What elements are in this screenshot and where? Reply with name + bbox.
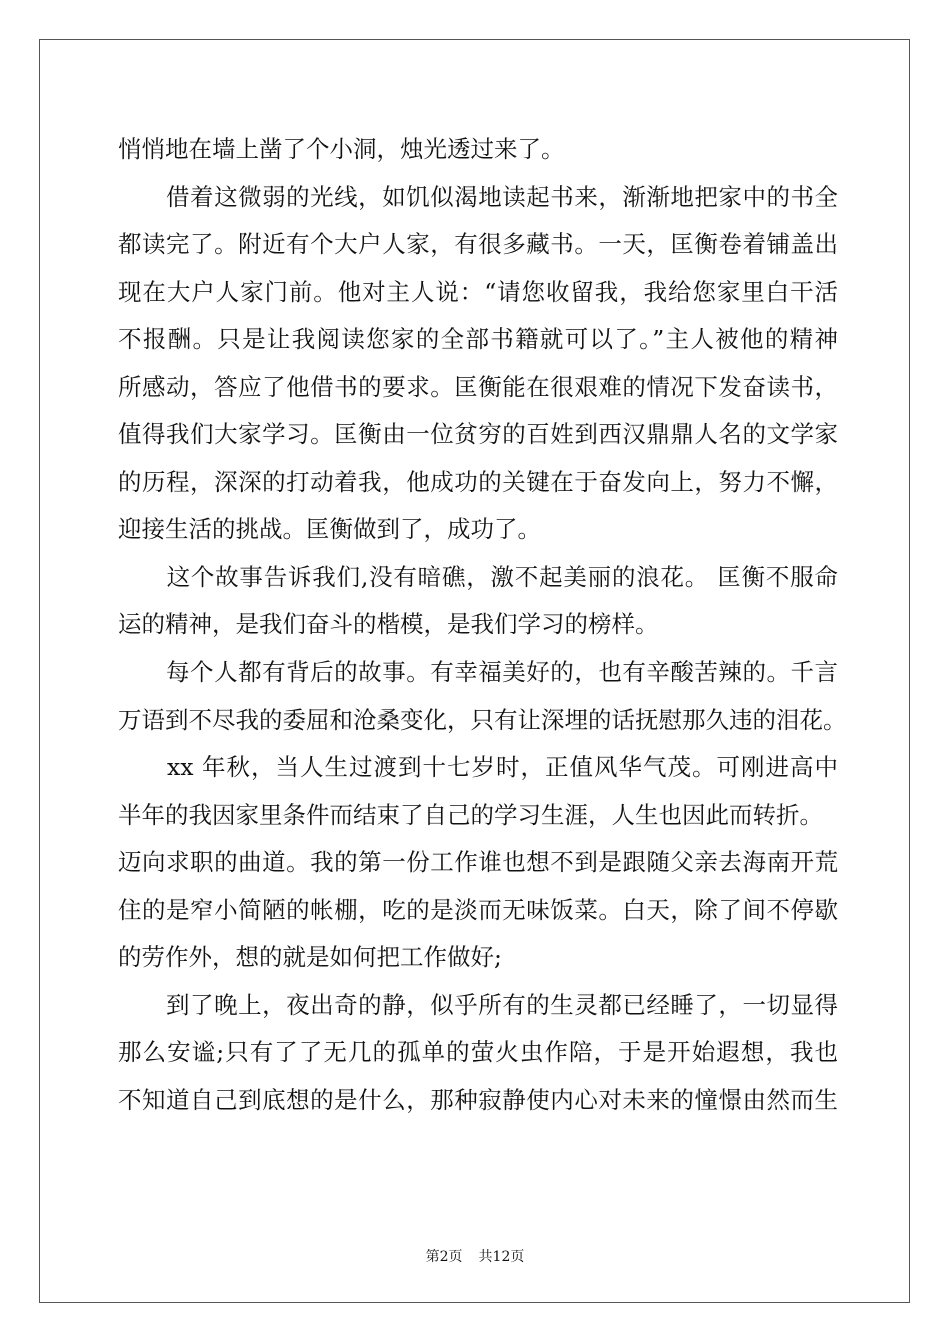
text-line: xx 年秋，当人生过渡到十七岁时，正值风华气茂。可刚进高中	[118, 753, 838, 782]
text-line: 每个人都有背后的故事。有幸福美好的，也有辛酸苦辣的。千言	[118, 658, 838, 687]
text-line: 住的是窄小简陋的帐棚，吃的是淡而无味饭菜。白天，除了间不停歇	[118, 895, 838, 924]
page-number: 第2页	[425, 1249, 463, 1265]
text-line: 值得我们大家学习。匡衡由一位贫穷的百姓到西汉鼎鼎人名的文学家	[118, 420, 838, 449]
text-line: 万语到不尽我的委屈和沧桑变化，只有让深埋的话抚慰那久违的泪花。	[118, 705, 847, 734]
text-line: 那么安谧;只有了了无几的孤单的萤火虫作陪，于是开始遐想，我也	[118, 1038, 838, 1067]
text-line: 迈向求职的曲道。我的第一份工作谁也想不到是跟随父亲去海南开荒	[118, 848, 838, 877]
text-line: 这个故事告诉我们,没有暗礁，激不起美丽的浪花。 匡衡不服命	[118, 562, 838, 591]
text-line: 的劳作外，想的就是如何把工作做好;	[118, 943, 502, 972]
text-line: 的历程，深深的打动着我，他成功的关键在于奋发向上，努力不懈，	[118, 467, 838, 496]
page-footer	[0, 1246, 950, 1266]
text-line: 不报酬。只是让我阅读您家的全部书籍就可以了。”主人被他的精神	[118, 325, 838, 354]
text-line: 不知道自己到底想的是什么，那种寂静使内心对未来的憧憬由然而生	[118, 1085, 838, 1114]
text-line: 迎接生活的挑战。匡衡做到了，成功了。	[118, 515, 541, 544]
text-line: 半年的我因家里条件而结束了自己的学习生涯，人生也因此而转折。	[118, 800, 823, 829]
document-body	[118, 126, 847, 1124]
text-line: 都读完了。附近有个大户人家，有很多藏书。一天，匡衡卷着铺盖出	[118, 230, 838, 259]
text-line: 借着这微弱的光线，如饥似渴地读起书来，渐渐地把家中的书全	[118, 182, 838, 211]
text-line: 所感动，答应了他借书的要求。匡衡能在很艰难的情况下发奋读书，	[118, 372, 838, 401]
text-line: 悄悄地在墙上凿了个小洞，烛光透过来了。	[118, 135, 565, 163]
text-line: 运的精神，是我们奋斗的楷模，是我们学习的榜样。	[118, 610, 659, 639]
text-line: 到了晚上，夜出奇的静，似乎所有的生灵都已经睡了，一切显得	[118, 990, 838, 1019]
page-total: 共12页	[478, 1249, 525, 1265]
text-line: 现在大户人家门前。他对主人说：“请您收留我，我给您家里白干活	[118, 277, 838, 306]
